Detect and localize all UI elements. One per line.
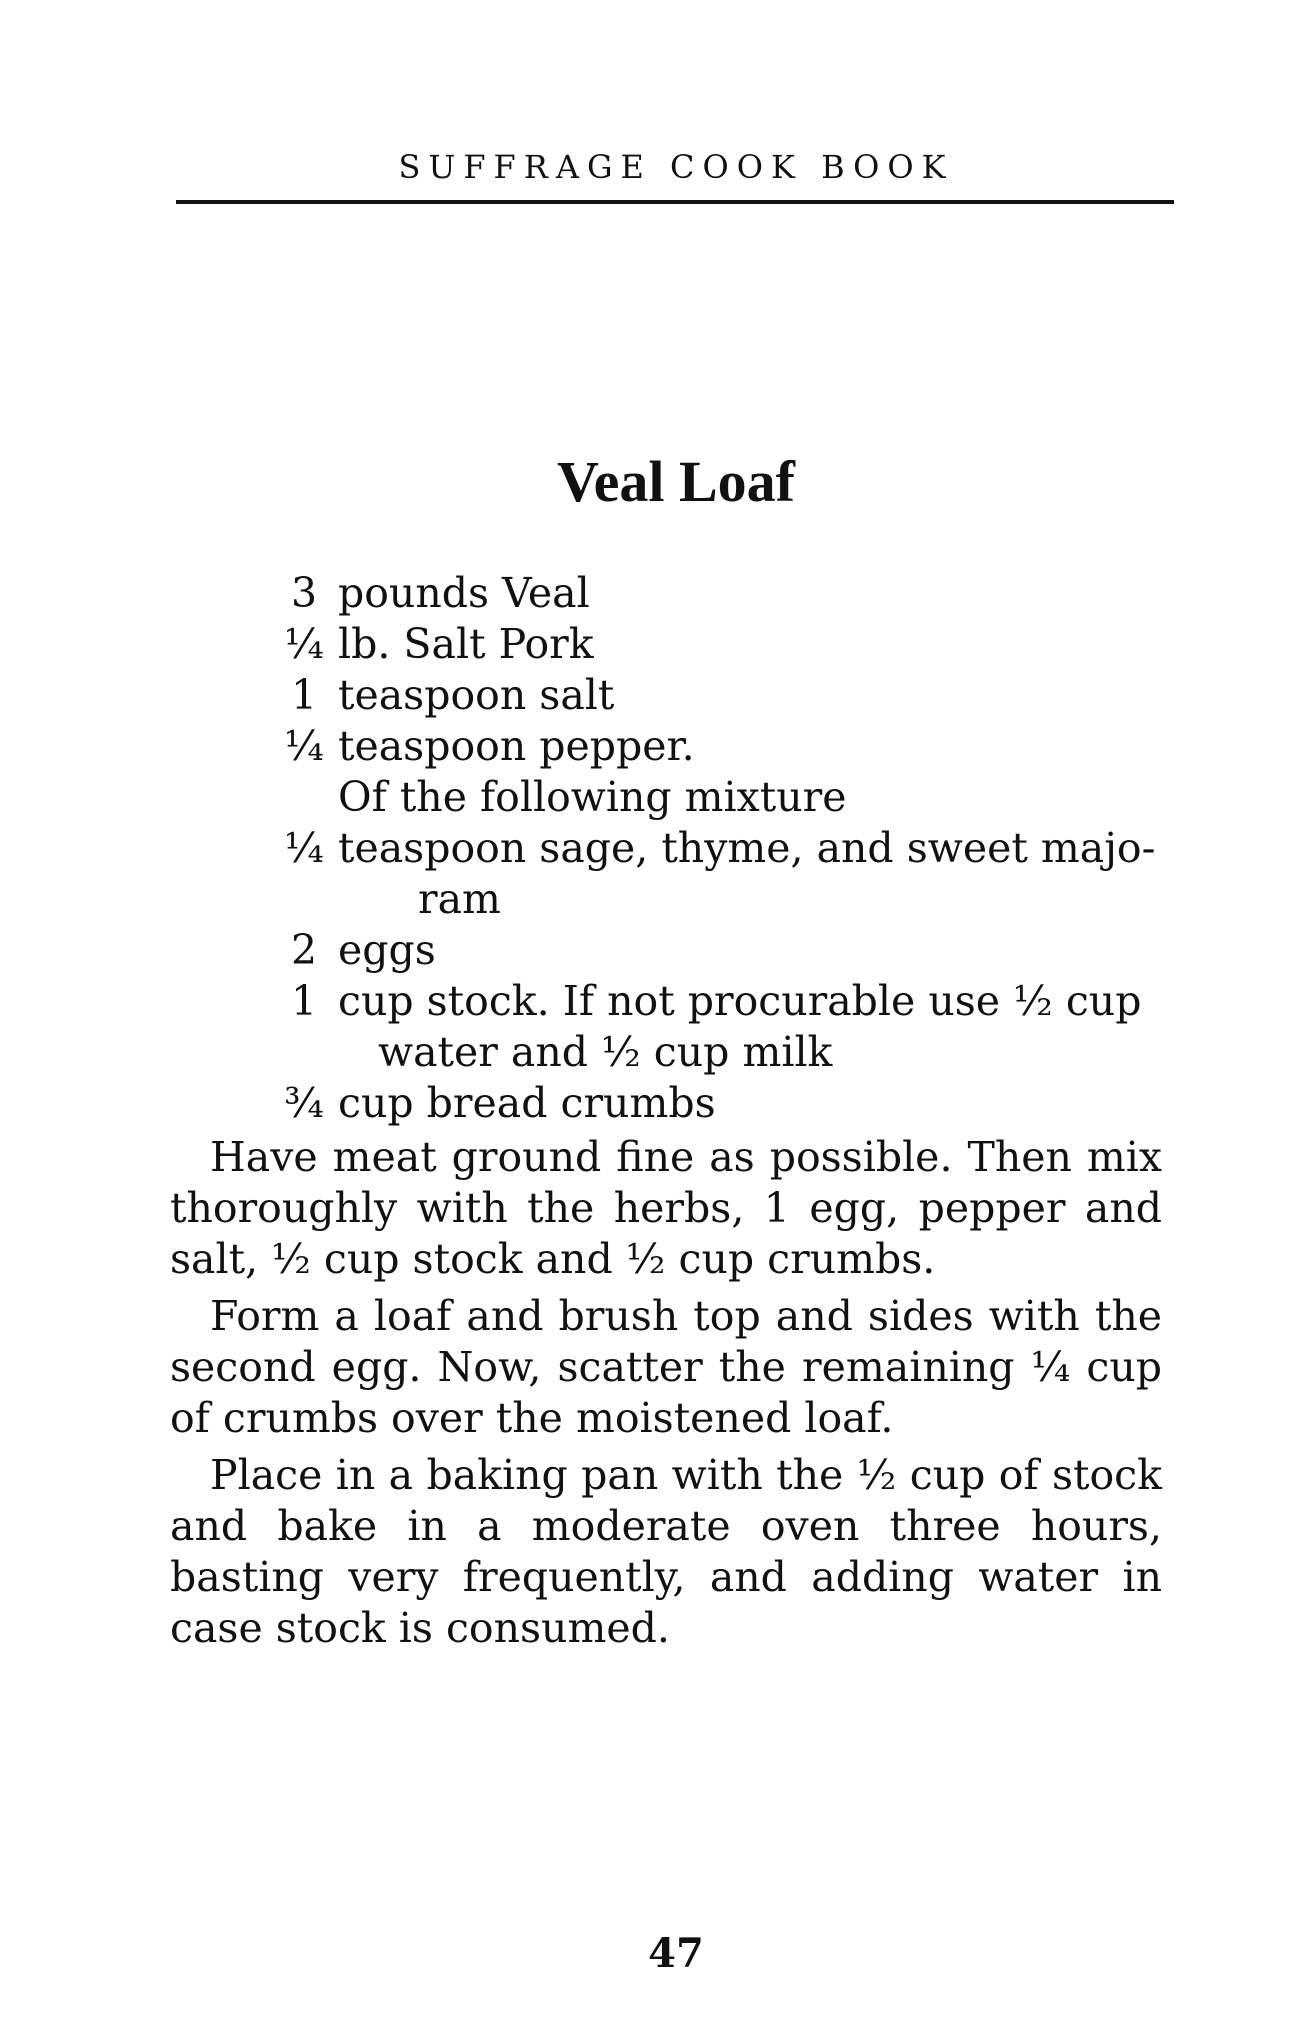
ingredient-quantity: 2 — [290, 926, 318, 974]
ingredient-continuation: ram — [418, 875, 501, 923]
ingredient-item — [270, 1078, 1170, 1129]
running-head: SUFFRAGE COOK BOOK — [398, 148, 954, 186]
ingredient-text: lb. Salt Pork — [338, 620, 594, 668]
page-number: 47 — [648, 1930, 704, 1977]
ingredient-continuation: water and ½ cup milk — [378, 1028, 833, 1076]
ingredient-text: cup bread crumbs — [338, 1079, 716, 1127]
ingredient-quantity: ¼ — [284, 824, 324, 872]
header-rule — [176, 200, 1174, 204]
ingredient-text: teaspoon salt — [338, 671, 615, 719]
ingredient-item — [270, 772, 1170, 823]
ingredient-text: Of the following mixture — [338, 773, 847, 821]
recipe-title: Veal Loaf — [557, 449, 795, 514]
ingredient-text: cup stock. If not procurable use ½ cup — [338, 977, 1142, 1025]
ingredient-list — [270, 568, 1170, 1129]
method-text — [170, 1132, 1162, 1660]
ingredient-item — [270, 925, 1170, 976]
ingredient-quantity: 3 — [290, 569, 318, 617]
ingredient-quantity: 1 — [290, 977, 318, 1025]
ingredient-text: teaspoon pepper. — [338, 722, 695, 770]
ingredient-item — [270, 721, 1170, 772]
method-paragraph: Place in a baking pan with the ½ cup of stock and bake in a moderate oven three hours, basting very frequently, and adding water in case stock is consumed. — [170, 1451, 1162, 1652]
ingredient-item — [270, 568, 1170, 619]
ingredient-text: pounds Veal — [338, 569, 590, 617]
ingredient-item — [270, 823, 1170, 874]
ingredient-text: eggs — [338, 926, 436, 974]
ingredient-item — [270, 976, 1170, 1027]
ingredient-item — [270, 619, 1170, 670]
ingredient-quantity — [270, 772, 338, 823]
ingredient-quantity: ¾ — [284, 1079, 324, 1127]
ingredient-text: teaspoon sage, thyme, and sweet majo- — [338, 824, 1156, 872]
method-paragraph: Have meat ground fine as possible. Then mix thoroughly with the herbs, 1 egg, pepper and salt, ½ cup stock and ½ cup crumbs. — [170, 1133, 1162, 1283]
ingredient-quantity: ¼ — [284, 620, 324, 668]
ingredient-item — [270, 670, 1170, 721]
ingredient-quantity: ¼ — [284, 722, 324, 770]
ingredient-quantity: 1 — [290, 671, 318, 719]
method-paragraph: Form a loaf and brush top and sides with the second egg. Now, scatter the remaining ¼ cup of crumbs over the moistened loaf. — [170, 1292, 1162, 1442]
